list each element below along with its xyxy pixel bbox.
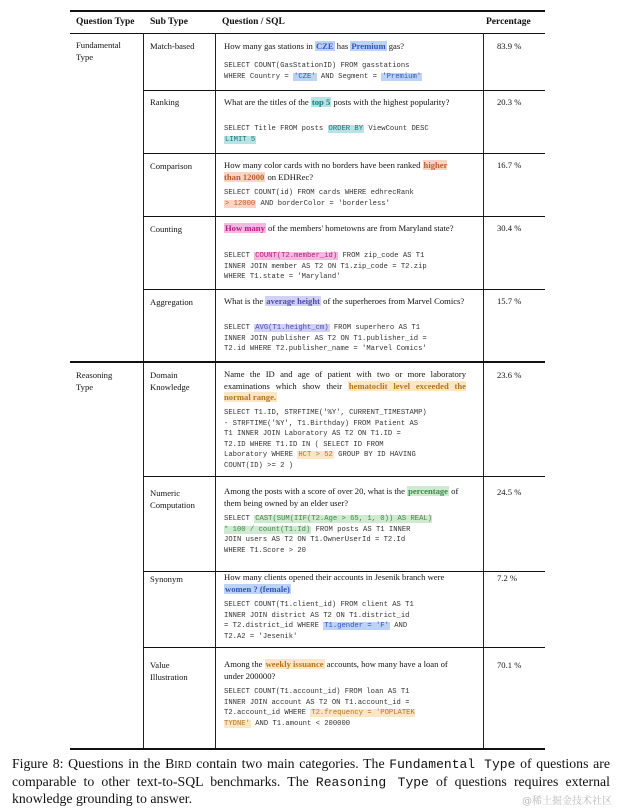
pct-ranking: 20.3 % [497, 97, 522, 107]
subtype-value-illustration [150, 659, 188, 683]
subtype-match-based: Match-based [150, 41, 195, 51]
header-question-sql: Question / SQL [222, 17, 285, 27]
table-bottom-rule [70, 748, 545, 750]
sql-match-based: SELECT COUNT(GasStationID) FROM gasstations WHERE Country = 'CZE' AND Segment = 'Premium' [224, 62, 422, 81]
header-bottom-rule [70, 33, 545, 34]
header-question-type: Question Type [76, 17, 135, 27]
figure-caption: Figure 8: Questions in the Bird contain two main categories. The Fundamental Type of questions are comparable to other text-to-SQL benchmarks. The Reasoning Type of questions requires external knowledge grounding to answer. [12, 756, 610, 806]
pct-value-illustration: 70.1 % [497, 660, 522, 670]
question-match-based: How many gas stations in CZE has Premium gas? [224, 41, 405, 51]
question-value-illustration: Among the weekly issuance accounts, how many have a loan of under 200000? [224, 659, 448, 681]
subtype-aggregation: Aggregation [150, 297, 193, 307]
question-comparison: How many color cards with no borders have been ranked higher than 12000 on EDHRec? [224, 160, 448, 182]
row-sep [143, 216, 545, 217]
subtype-line: Domain [150, 370, 178, 380]
type-line-2: Type [76, 382, 94, 392]
row-sep [143, 153, 545, 154]
sql-synonym: SELECT COUNT(T1.client_id) FROM client AS T1 INNER JOIN district AS T2 ON T1.district_id = T2.district_id WHERE T1.gender = 'F' AND T2.A2 = 'Jesenik' [224, 601, 414, 641]
sql-domain-knowledge: SELECT T1.ID, STRFTIME('%Y', CURRENT_TIMESTAMP) - STRFTIME('%Y', T1.Birthday) FROM Patient AS T1 INNER JOIN Laboratory AS T2 ON T1.ID = T2.ID WHERE T1.ID IN ( SELECT ID FROM Laboratory WHERE HCT > 52 GROUP BY ID HAVING COUNT(ID) >= 2 ) [224, 409, 427, 470]
type-line-1: Fundamental [76, 40, 121, 50]
sql-value-illustration: SELECT COUNT(T1.account_id) FROM loan AS T1 INNER JOIN account AS T2 ON T1.account_id = T2.account_id WHERE T2.frequency = 'POPLATEK TYDNE' AND T1.amount < 200000 [224, 688, 415, 728]
subtype-line: Illustration [150, 672, 188, 682]
question-type-table [70, 10, 545, 750]
table-top-rule [70, 10, 545, 12]
type-line-2: Type [76, 52, 94, 62]
pct-match-based: 83.9 % [497, 41, 522, 51]
pct-domain-knowledge: 23.6 % [497, 370, 522, 380]
watermark: @稀土掘金技术社区 [522, 796, 612, 807]
pct-comparison: 16.7 % [497, 160, 522, 170]
bird-name: Bird [165, 756, 192, 771]
section-divider [70, 361, 545, 363]
question-domain-knowledge: Name the ID and age of patient with two or more laboratory examinations which show their hematoclit level exceeded the normal range. [224, 369, 466, 402]
question-synonym: How many clients opened their accounts in Jesenik branch were women ? (female) [224, 572, 445, 594]
sql-aggregation: SELECT AVG(T1.height_cm) FROM superhero AS T1 INNER JOIN publisher AS T2 ON T1.publisher_id = T2.id WHERE T2.publisher_name = 'Marvel Comics' [224, 324, 427, 353]
fundamental-type-label [76, 39, 121, 63]
subtype-line: Computation [150, 500, 195, 510]
header-sub-type: Sub Type [150, 17, 188, 27]
subtype-counting: Counting [150, 224, 182, 234]
subtype-ranking: Ranking [150, 97, 180, 107]
pct-counting: 30.4 % [497, 223, 522, 233]
reasoning-type-label [76, 369, 112, 393]
pct-synonym: 7.2 % [497, 573, 518, 583]
question-numeric-computation: Among the posts with a score of over 20, what is the percentage of them being owned by an elder user? [224, 486, 459, 508]
question-counting: How many of the members' hometowns are from Maryland state? [225, 223, 454, 233]
header-percentage: Percentage [486, 17, 531, 27]
question-ranking: What are the titles of the top 5 posts with the highest popularity? [224, 97, 450, 107]
row-sep [143, 90, 545, 91]
type-line-1: Reasoning [76, 370, 113, 380]
subtype-line: Value [150, 660, 170, 670]
sql-counting: SELECT COUNT(T2.member_id) FROM zip_code AS T1 INNER JOIN member AS T2 ON T1.zip_code = T2.zip WHERE T1.state = 'Maryland' [224, 252, 427, 281]
row-sep [143, 647, 545, 648]
subtype-comparison: Comparison [150, 161, 193, 171]
pct-aggregation: 15.7 % [497, 296, 522, 306]
subtype-line: Numeric [150, 488, 181, 498]
subtype-numeric-computation [150, 487, 195, 511]
col-sep-2 [215, 33, 216, 750]
sql-numeric-computation: SELECT CAST(SUM(IIF(T2.Age > 65, 1, 0)) AS REAL) * 100 / count(T1.Id) FROM posts AS T1 INNER JOIN users AS T2 ON T1.OwnerUserId = T2.Id WHERE T1.Score > 20 [224, 515, 433, 555]
subtype-line: Knowledge [150, 382, 190, 392]
subtype-domain-knowledge [150, 369, 190, 393]
row-sep [143, 476, 545, 477]
row-sep [143, 289, 545, 290]
subtype-synonym: Synonym [150, 574, 183, 584]
col-sep-3 [483, 33, 484, 750]
sql-comparison: SELECT COUNT(id) FROM cards WHERE edhrecRank > 12000 AND borderColor = 'borderless' [224, 189, 414, 208]
pct-numeric-computation: 24.5 % [497, 487, 522, 497]
col-sep-1 [143, 33, 144, 750]
question-aggregation: What is the average height of the superheroes from Marvel Comics? [224, 296, 465, 306]
sql-ranking: SELECT Title FROM posts ORDER BY ViewCount DESC LIMIT 5 [224, 125, 429, 144]
